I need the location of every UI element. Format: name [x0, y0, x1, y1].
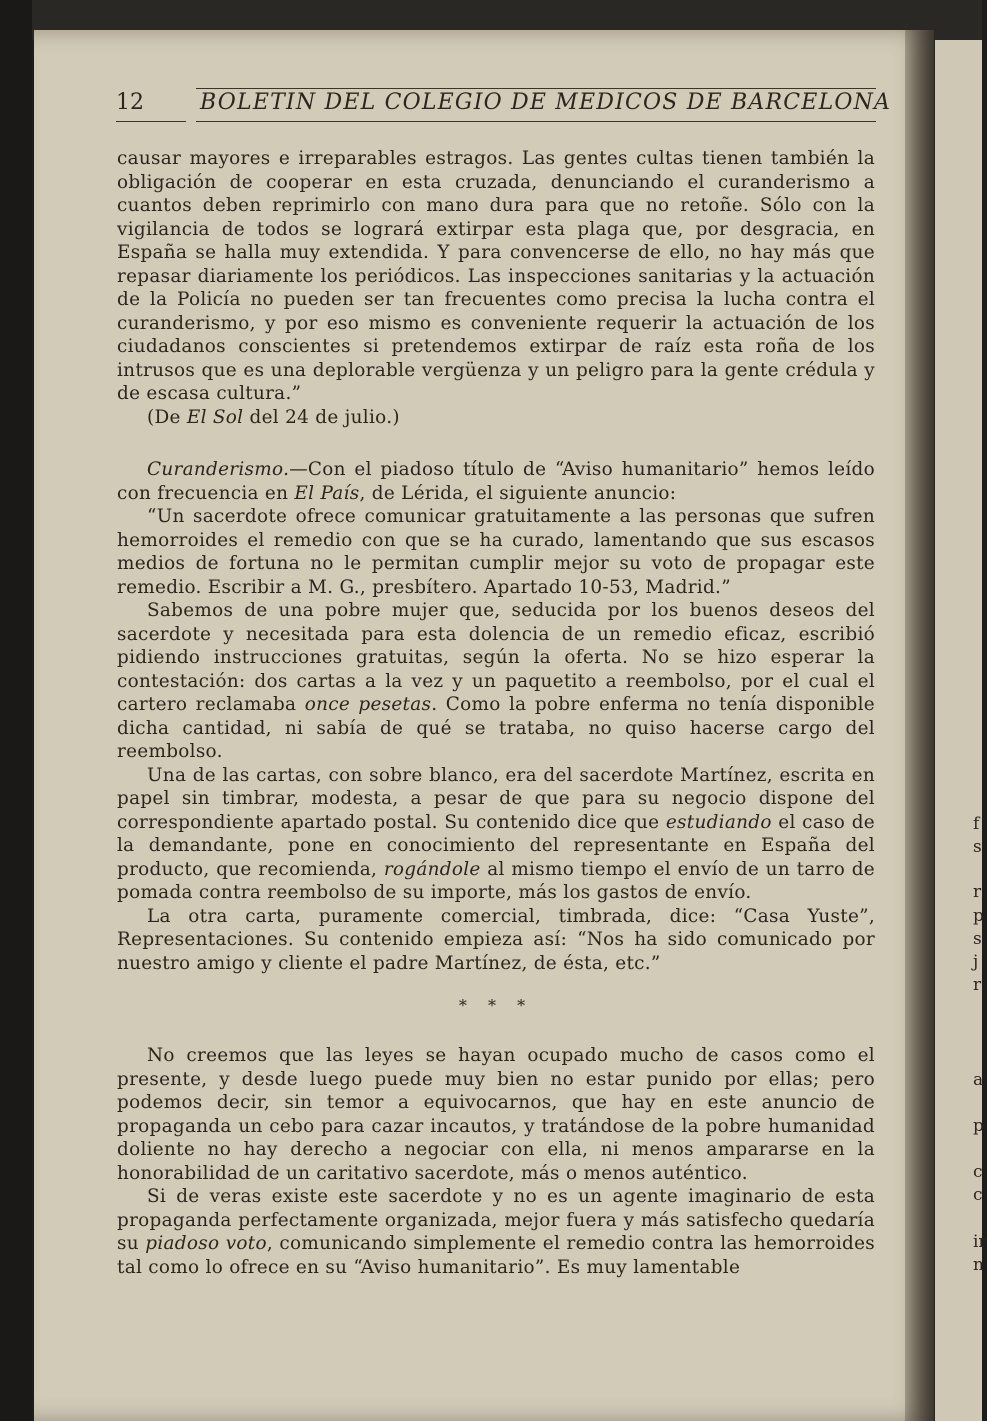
facing-page-letter: s — [973, 837, 982, 857]
closing-section — [117, 1044, 875, 1279]
facing-page-letter: p — [973, 1116, 984, 1136]
facing-page-letter: c — [973, 1185, 983, 1205]
source-citation: (De El Sol del 24 de julio.) — [147, 406, 400, 428]
facing-page-letter: ir — [973, 1232, 987, 1252]
curanderismo-section — [117, 458, 875, 975]
header-rule-bottom — [196, 121, 876, 122]
section-title: Curanderismo. — [147, 459, 290, 480]
body-paragraph: Sabemos de una pobre mujer que, seducida por los buenos deseos del sacerdote y necesitada para esta dolencia de un remedio eficaz, escribió pidiendo instrucciones gratuitas, según la oferta. No se hizo esperar la contestación: dos cartas a la vez y un paquetito a reembolso, por el cual el cartero reclamaba once pesetas. Como la pobre enferma no tenía disponible dicha cantidad, ni sabía de qué se trataba, no quiso hacerse cargo del reembolso. — [117, 600, 875, 762]
facing-page-letter: p — [973, 906, 984, 926]
running-header — [116, 88, 892, 124]
facing-page-letter: r — [973, 882, 982, 902]
newspaper-name: El País — [294, 482, 360, 504]
body-paragraph: No creemos que las leyes se hayan ocupado mucho de casos como el presente, y desde luego puede muy bien no estar punido por ellas; pero podemos decir, sin temor a equivocarnos, que hay en este anuncio de propaganda un cebo para cazar incautos, y tratándose de la pobre humanidad doliente no hay derecho a negociar con ella, ni menos ampararse en la honorabilidad de un caritativo sacerdote, más o menos auténtico. — [117, 1045, 875, 1184]
body-paragraph: La otra carta, puramente comercial, timbrada, dice: “Casa Yuste”, Representaciones. Su contenido empieza así: “Nos ha sido comunicado por nuestro amigo y cliente el padre Martínez, de ésta, etc.” — [117, 905, 875, 974]
header-rule-left — [116, 121, 186, 122]
scan-background-left — [0, 0, 32, 1421]
body-paragraph: causar mayores e irreparables estragos. Las gentes cultas tienen también la obligación de cooperar en esta cruzada, denunciando el curanderismo a cuantos deben reprimirlo con mano dura para que no retoñe. Sólo con la vigilancia de todos se logrará extirpar esta plaga que, por desgracia, en España se halla muy extendida. Y para convencerse de ello, no hay más que repasar diariamente los periódicos. Las inspecciones sanitarias y la actuación de la Policía no pueden ser tan frecuentes como precisa la lucha contra el curanderismo, y por eso mismo es conveniente requerir la actuación de los ciudadanos conscientes si pretendemos extirpar de raíz esta roña de los intrusos que es una deplorable vergüenza y un peligro para la gente crédula y de escasa cultura.” — [117, 148, 875, 404]
body-paragraph: Si de veras existe este sacerdote y no es un agente imaginario de esta propaganda perfectamente organizada, mejor fuera y más satisfecho quedaría su piadoso voto, comunicando simplemente el remedio contra las hemorroides tal como lo ofrece en su “Aviso humanitario”. Es muy lamentable — [117, 1186, 876, 1278]
journal-title: BOLETIN DEL COLEGIO DE MEDICOS DE BARCELONA — [200, 90, 892, 115]
section-separator: * * * — [458, 996, 534, 1015]
newspaper-name: El Sol — [186, 406, 244, 428]
facing-page-letter: n — [973, 1255, 984, 1275]
body-paragraph: Una de las cartas, con sobre blanco, era del sacerdote Martínez, escrita en papel sin timbrar, modesta, a pesar de que para su negocio dispone del correspondiente apartado postal. Su contenido dice que estudiando el caso de la demandante, pone en conocimiento del representante en España del producto, que recomienda, rogándole al mismo tiempo el envío de un tarro de pomada contra reembolso de su importe, más los gastos de envío. — [117, 764, 875, 903]
facing-page-edge — [935, 40, 987, 1421]
facing-page-letter: a — [973, 1070, 984, 1090]
section-intro-paragraph: Curanderismo.—Con el piadoso título de “Aviso humanitario” hemos leído con frecuencia en El País, de Lérida, el siguiente anuncio: — [117, 459, 875, 504]
quoted-advertisement: “Un sacerdote ofrece comunicar gratuitamente a las personas que sufren hemorroides el remedio con que se ha curado, lamentando que sus escasos medios de fortuna no le permitan cumplir mejor su voto de propagar este remedio. Escribir a M. G., presbítero. Apartado 10-53, Madrid.” — [117, 506, 875, 598]
page-number: 12 — [116, 90, 144, 115]
article-continuation — [117, 147, 875, 429]
facing-page-letter: c — [973, 1162, 983, 1182]
book-gutter — [905, 30, 935, 1421]
facing-page-letter: s — [973, 929, 982, 949]
facing-page-letter: f — [973, 814, 980, 834]
facing-page-letter: r — [973, 975, 982, 995]
facing-page-letter: j — [973, 952, 979, 972]
header-rule-top — [196, 88, 876, 89]
